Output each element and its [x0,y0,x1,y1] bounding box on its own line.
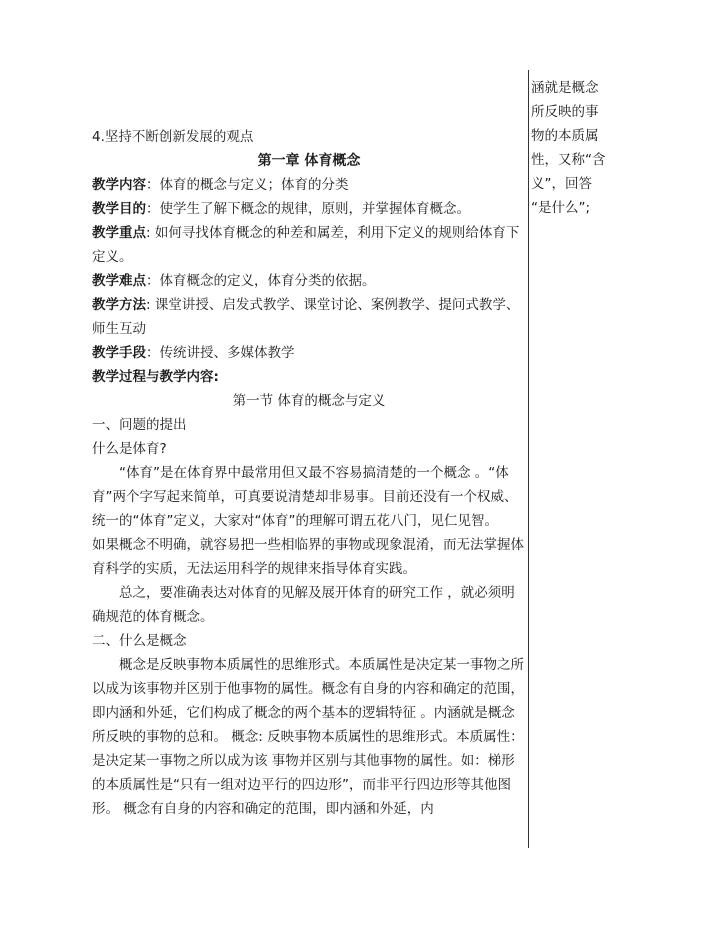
teaching-goal-text: ：使学生了解下概念的规律，原则，并掌握体育概念。 [146,201,470,217]
side-note-line: 义”，回答 [531,176,592,192]
teaching-difficulty-text: ：体育概念的定义，体育分类的依据。 [146,273,376,289]
teaching-content-label: 教学内容 [92,177,146,193]
section-title: 第一节 体育的概念与定义 [232,393,386,409]
side-note-line: 所反映的事 [531,104,599,120]
point-4: 4.坚持不断创新发展的观点 [92,129,254,145]
paragraph-2: 如果概念不明确，就容易把一些相临界的事物或现象混淆，而无法掌握体育科学的实质，无法运用科学的规律来指导体育实践。 [92,537,524,577]
question: 什么是体育? [92,441,167,457]
side-note-line: 性，又称“含 [531,152,606,168]
main-content [92,125,526,821]
teaching-content [92,173,526,197]
teaching-difficulty-label: 教学难点 [92,273,146,289]
teaching-goal-label: 教学目的 [92,201,146,217]
side-note [531,76,627,220]
side-note-line: “是什么”; [531,200,591,216]
paragraph-3: 总之，要准确表达对体育的见解及展开体育的研究工作 ，就必须明确规范的体育概念。 [92,585,515,625]
heading-2: 二、什么是概念 [92,633,187,649]
teaching-goal [92,197,526,221]
heading-1: 一、问题的提出 [92,417,187,433]
teaching-difficulty [92,269,526,293]
teaching-key-text: : 如何寻找体育概念的种差和属差，利用下定义的规则给体育下定义。 [92,225,520,265]
teaching-key [92,221,526,269]
paragraph-1: “体育”是在体育界中最常用但又最不容易搞清楚的一个概念 。“体育”两个字写起来简单，可真要说清楚却非易事。目前还没有一个权威、统一的“体育”定义，大家对“体育”的理解可谓五花八门，见仁见智。 [92,465,518,529]
side-note-line: 涵就是概念 [531,80,599,96]
teaching-method [92,293,526,341]
teaching-means [92,341,526,365]
teaching-process-label: 教学过程与教学内容: [92,369,219,385]
paragraph-4: 概念是反映事物本质属性的思维形式。本质属性是决定某一事物之所以成为该事物并区别于他事物的属性。概念有自身的内容和确定的范围，即内涵和外延，它们构成了概念的两个基本的逻辑特征 。内涵就是概念所反映的事物的总和。 概念: 反映事物本质属性的思维形式。本质属性：是决定某一事物之所以成为该 事物并区别与其他事物的属性。如：梯形的本质属性是“只有一组对边平行的四边形”，而非平行四边形等其他图形。 概念有自身的内容和确定的范围，即内涵和外延，内 [92,657,524,817]
column-divider [528,70,529,848]
chapter-title: 第一章 体育概念 [257,153,361,169]
teaching-method-label: 教学方法 [92,297,146,313]
teaching-means-label: 教学手段 [92,345,146,361]
side-note-line: 物的本质属 [531,128,599,144]
teaching-method-text: : 课堂讲授、启发式教学、课堂讨论、案例教学、提问式教学、师生互动 [92,297,520,337]
teaching-content-text: ：体育的概念与定义；体育的分类 [146,177,349,193]
teaching-means-text: ：传统讲授、多媒体教学 [146,345,295,361]
teaching-key-label: 教学重点 [92,225,146,241]
